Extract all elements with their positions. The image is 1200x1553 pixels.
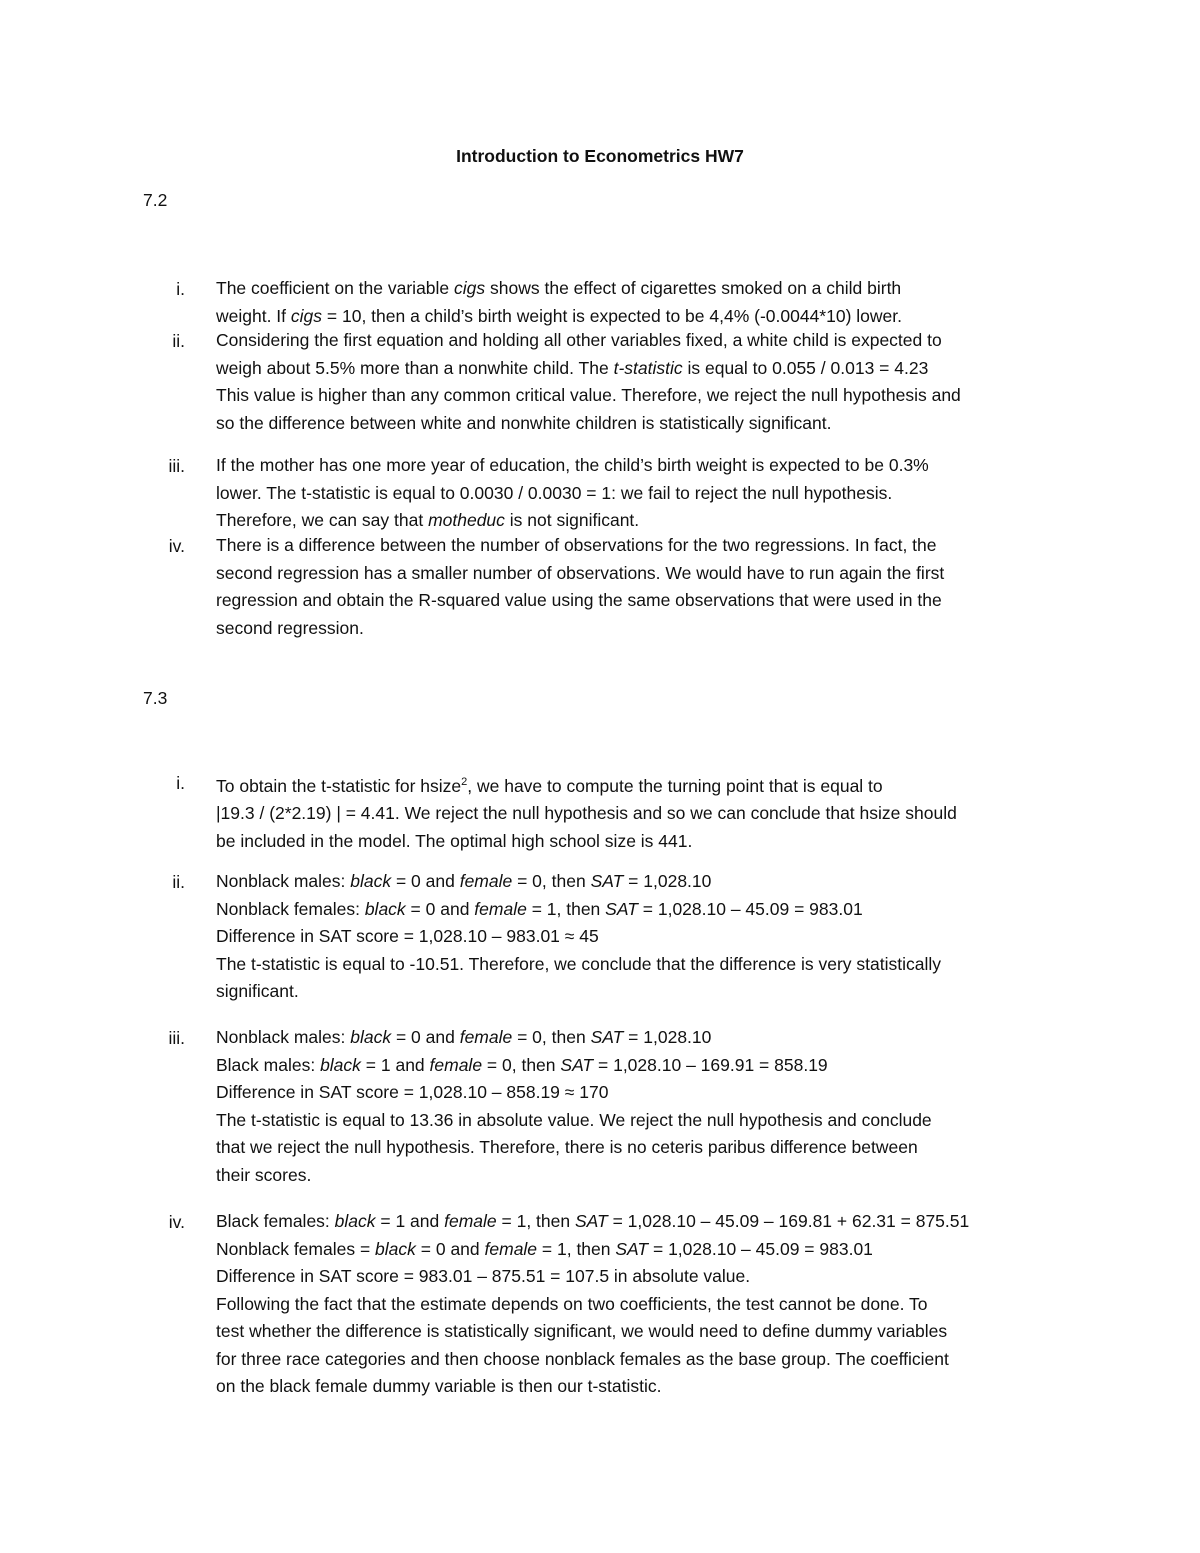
italic-term: SAT [590,1027,624,1047]
answer-paragraph [216,769,1076,855]
section-heading: 7.2 [143,190,168,210]
text-line: To obtain the t-statistic for hsize$^2$, we have to compute the turning point that is equal to [216,775,883,796]
text-line: The t-statistic is equal to -10.51. Therefore, we conclude that the difference is very statistically [216,953,941,974]
italic-term: SAT [574,1211,608,1231]
answer-paragraph [216,1208,1076,1401]
answer-paragraph [216,532,1076,642]
item-number: i. [176,279,185,299]
text-line: Following the fact that the estimate depends on two coefficients, the test cannot be done. To [216,1293,928,1314]
text-line: Considering the first equation and holding all other variables fixed, a white child is expected to [216,330,942,350]
section-heading: 7.3 [143,688,168,708]
text-line: Difference in SAT score = 1,028.10 – 858.19 ≈ 170 [216,1082,609,1102]
text-line: on the black female dummy variable is then our t-statistic. [216,1376,662,1396]
item-number: iii. [168,456,185,476]
item-number: iv. [168,536,185,556]
italic-term: female [484,1238,538,1259]
italic-term: female [474,898,527,919]
text-line: so the difference between white and nonwhite children is statistically significant. [216,412,832,433]
item-number: iv. [168,1212,185,1232]
text-line: weight. If cigs = 10, then a child’s birth weight is expected to be 4,4% (-0.0044*10) lower. [216,305,902,326]
text-line: If the mother has one more year of education, the child’s birth weight is expected to be 0.3% [216,455,929,475]
text-line: Black females: black = 1 and female = 1, then SAT = 1,028.10 – 45.09 – 169.81 + 62.31 = 875.51 [216,1211,970,1231]
italic-term: t-statistic [613,357,683,378]
italic-term: black [350,871,392,891]
text-line: Difference in SAT score = 983.01 – 875.51 = 107.5 in absolute value. [216,1266,751,1286]
text-line: second regression. [216,617,364,638]
text-line: for three race categories and then choose nonblack females as the base group. The coefficient [216,1348,949,1369]
text-line: that we reject the null hypothesis. Therefore, there is no ceteris paribus difference between [216,1137,918,1157]
italic-term: black [320,1054,361,1075]
text-line: second regression has a smaller number of observations. We would have to run again the first [216,562,945,583]
text-line: test whether the difference is statistically significant, we would need to define dummy variables [216,1321,948,1341]
italic-term: female [459,1027,513,1047]
text-line: weigh about 5.5% more than a nonwhite child. The t-statistic is equal to 0.055 / 0.013 = 4.23 [216,357,929,378]
italic-term: cigs [290,305,323,326]
text-line: Nonblack females: black = 0 and female = 1, then SAT = 1,028.10 – 45.09 = 983.01 [216,898,863,919]
italic-term: black [375,1238,416,1259]
italic-term: black [350,1027,392,1047]
superscript: 2 [461,776,468,788]
text-line: This value is higher than any common critical value. Therefore, we reject the null hypothesis and [216,385,961,405]
text-line: |19.3 / (2*2.19) | = 4.41. We reject the null hypothesis and so we can conclude that hsize should [216,803,957,824]
text-line: The coefficient on the variable cigs shows the effect of cigarettes smoked on a child birth [216,278,902,298]
italic-term: female [429,1054,483,1075]
italic-term: female [459,871,513,891]
answer-paragraph [216,1024,1076,1189]
italic-term: motheduc [428,510,505,530]
text-line: their scores. [216,1164,312,1185]
text-line: There is a difference between the number of observations for the two regressions. In fact, the [216,535,937,555]
text-line: regression and obtain the R-squared value using the same observations that were used in the [216,590,942,610]
text-line: Therefore, we can say that motheduc is not significant. [216,510,640,530]
italic-term: cigs [454,278,486,298]
answer-paragraph [216,275,1076,330]
text-line: Nonblack males: black = 0 and female = 0, then SAT = 1,028.10 [216,871,712,891]
italic-term: female [444,1211,497,1231]
italic-term: SAT [605,898,638,919]
italic-term: SAT [560,1054,594,1075]
text-line: The t-statistic is equal to 13.36 in absolute value. We reject the null hypothesis and conclude [216,1109,932,1130]
text-line: Difference in SAT score = 1,028.10 – 983.01 ≈ 45 [216,926,599,946]
italic-term: SAT [615,1238,649,1259]
italic-term: black [334,1211,376,1231]
text-line: lower. The t-statistic is equal to 0.0030 / 0.0030 = 1: we fail to reject the null hypothesis. [216,482,893,503]
item-number: iii. [168,1028,185,1048]
italic-term: black [364,898,406,919]
text-line: be included in the model. The optimal high school size is 441. [216,830,693,851]
text-line: Nonblack females = black = 0 and female = 1, then SAT = 1,028.10 – 45.09 = 983.01 [216,1238,873,1259]
answer-paragraph [216,452,1076,535]
document-title: Introduction to Econometrics HW7 [456,146,744,166]
answer-paragraph [216,868,1076,1006]
answer-paragraph [216,327,1076,437]
item-number: ii. [172,331,185,351]
item-number: i. [176,773,185,793]
item-number: ii. [172,872,185,892]
text-line: Black males: black = 1 and female = 0, then SAT = 1,028.10 – 169.91 = 858.19 [216,1054,828,1075]
text-line: Nonblack males: black = 0 and female = 0, then SAT = 1,028.10 [216,1027,712,1047]
text-line: significant. [216,981,299,1001]
italic-term: SAT [590,871,624,891]
